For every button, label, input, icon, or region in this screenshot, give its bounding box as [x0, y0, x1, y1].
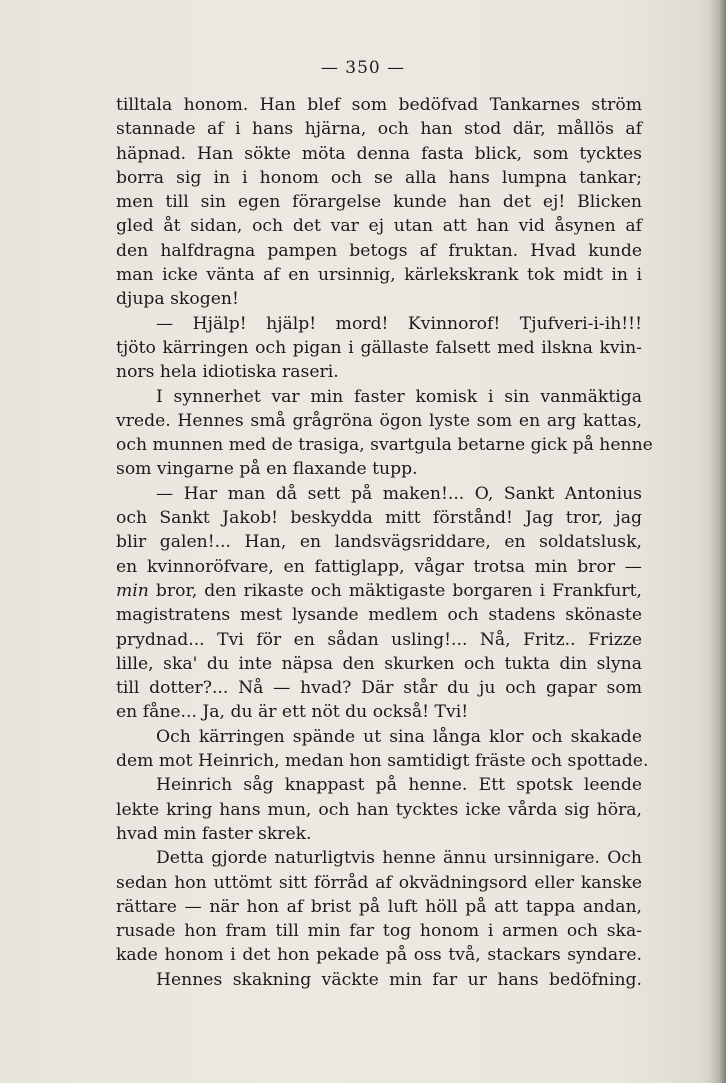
text-line: gled åt sidan, och det var ej utan att han vid åsynen af [116, 216, 642, 237]
text-line: stannade af i hans hjärna, och han stod där, mållös af [116, 119, 642, 140]
text-line: kade honom i det hon pekade på oss två, stackars syndare. [116, 945, 642, 966]
text-line: dem mot Heinrich, medan hon samtidigt fräste och spottade. [116, 751, 649, 772]
text-line: vrede. Hennes små grågröna ögon lyste som en arg kattas, [116, 410, 642, 431]
text-line: till dotter?... Nå — hvad? Där står du ju och gapar som [116, 678, 642, 699]
text-line: Detta gjorde naturligtvis henne ännu ursinnigare. Och [156, 848, 642, 869]
text-line: prydnad... Tvi för en sådan usling!... Nå, Fritz.. Frizze [116, 629, 642, 650]
text-line: I synnerhet var min faster komisk i sin vanmäktiga [156, 386, 642, 407]
text-line: en fåne... Ja, du är ett nöt du också! Tvi! [116, 702, 469, 723]
text-line: häpnad. Han sökte möta denna fasta blick, som tycktes [116, 143, 642, 164]
text-line: hvad min faster skrek. [116, 823, 312, 844]
text-line: djupa skogen! [116, 289, 239, 310]
page-number: — 350 — [320, 58, 406, 78]
text-line: borra sig in i honom och se alla hans lumpna tankar; [116, 167, 642, 188]
text-line: den halfdragna pampen betogs af fruktan. Hvad kunde [116, 240, 642, 261]
text-line: Hennes skakning väckte min far ur hans bedöfning. [156, 969, 642, 990]
italic-word: min [116, 580, 149, 601]
text-line [116, 579, 642, 603]
text-line: en kvinnoröfvare, en fattiglapp, vågar trotsa min bror — [116, 556, 642, 577]
text-line: och Sankt Jakob! beskydda mitt förstånd! Jag tror, jag [116, 508, 642, 529]
text-line: sedan hon uttömt sitt förråd af okvädningsord eller kanske [116, 872, 642, 893]
body-text [116, 93, 653, 992]
text-line: nors hela idiotiska raseri. [116, 362, 339, 383]
text-line: tilltala honom. Han blef som bedöfvad Tankarnes ström [116, 95, 642, 115]
text-line-rest: bror, den rikaste och mäktigaste borgaren i Frankfurt, [155, 580, 642, 601]
text-line: lille, ska' du inte näpsa den skurken och tukta din slyna [116, 653, 642, 674]
text-line: Heinrich såg knappast på henne. Ett spotsk leende [156, 775, 642, 796]
text-line: rättare — när hon af brist på luft höll på att tappa andan, [116, 896, 642, 917]
text-line: men till sin egen förargelse kunde han det ej! Blicken [116, 192, 642, 213]
text-line: blir galen!... Han, en landsvägsriddare, en soldatslusk, [116, 532, 642, 553]
text-line: man icke vänta af en ursinnig, kärlekskrank tok midt in i [116, 265, 642, 286]
page-edge-shadow [708, 0, 726, 1083]
text-line: tjöto kärringen och pigan i gällaste falsett med ilskna kvin- [116, 337, 642, 358]
text-line: magistratens mest lysande medlem och stadens skönaste [116, 605, 642, 626]
text-line: Och kärringen spände ut sina långa klor och skakade [156, 726, 642, 747]
text-line: rusade hon fram till min far tog honom i armen och ska- [116, 921, 642, 942]
text-line: som vingarne på en flaxande tupp. [116, 459, 418, 480]
text-line: lekte kring hans mun, och han tycktes icke vårda sig höra, [116, 799, 642, 820]
text-line: — Hjälp! hjälp! mord! Kvinnorof! Tjufveri-i-ih!!! [156, 313, 642, 334]
text-line: och munnen med de trasiga, svartgula betarne gick på henne [116, 435, 653, 456]
text-line: — Har man då sett på maken!... O, Sankt Antonius [156, 483, 642, 504]
